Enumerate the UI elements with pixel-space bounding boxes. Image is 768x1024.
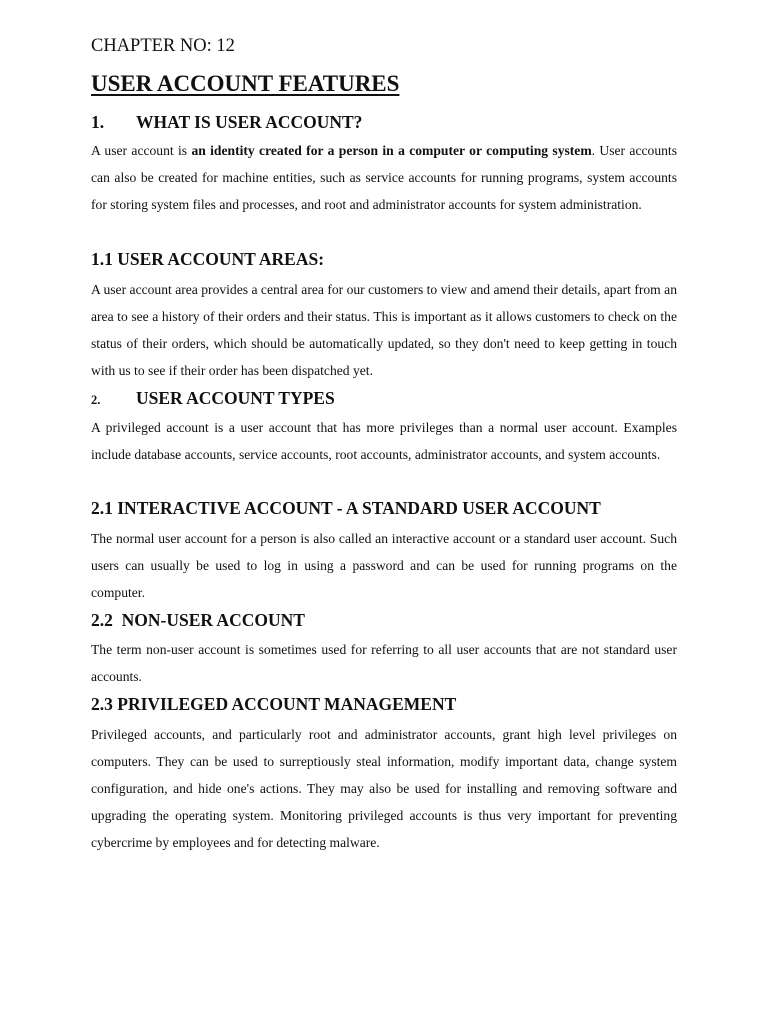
section-paragraph-2-3: Privileged accounts, and particularly root and administrator accounts, grant high level privileges on computers. They can be used to surreptiously steal information, modify important data, change system configuration, and hide one's actions. They may also be used for installing and removing software and upgrading the operating system. Monitoring privileged accounts is thus very important for preventing cybercrime by employees and for detecting malware. [91, 727, 677, 850]
section-paragraph-2: A privileged account is a user account that has more privileges than a normal user account. Examples include database accounts, service accounts, root accounts, administrator accounts, and system accounts. [91, 420, 677, 462]
paragraph-bold-text: an identity created for a person in a computer or computing system [191, 143, 592, 158]
paragraph-text: . User accounts can also be created for machine entities, such as service accounts for running programs, system accounts for storing system files and processes, and root and administrator accounts for system administration. [91, 143, 677, 212]
chapter-title: USER ACCOUNT FEATURES [91, 71, 400, 96]
section-number: 2. [91, 393, 101, 407]
section-heading-2 [91, 387, 335, 411]
section-title: 2.2 NON-USER ACCOUNT [91, 610, 305, 630]
section-paragraph-1-1: A user account area provides a central area for our customers to view and amend their details, apart from an area to see a history of their orders and their status. This is important as it allows customers to check on the status of their orders, which should be automatically updated, so they don't need to keep getting in touch with us to see if their order has been dispatched yet. [91, 282, 677, 378]
section-heading-1 [91, 111, 362, 133]
section-paragraph-2-2: The term non-user account is sometimes used for referring to all user accounts that are not standard user accounts. [91, 642, 677, 684]
section-title: 2.1 INTERACTIVE ACCOUNT - A STANDARD USER ACCOUNT [91, 498, 601, 518]
section-title: 1.1 USER ACCOUNT AREAS: [91, 249, 325, 269]
section-title: 2.3 PRIVILEGED ACCOUNT MANAGEMENT [91, 694, 457, 714]
section-number: 1. [91, 112, 105, 132]
paragraph-text: A user account is [91, 143, 192, 158]
section-title: WHAT IS USER ACCOUNT? [136, 112, 363, 132]
section-paragraph-2-1: The normal user account for a person is also called an interactive account or a standard user account. Such users can usually be used to log in using a password and can be used for running programs on the computer. [91, 531, 677, 600]
section-title: USER ACCOUNT TYPES [136, 388, 335, 408]
section-heading-2-1 [91, 497, 601, 519]
section-heading-2-2 [91, 609, 305, 631]
section-paragraph-1 [91, 137, 677, 218]
section-heading-1-1 [91, 248, 324, 270]
chapter-number: CHAPTER NO: 12 [91, 36, 235, 56]
section-heading-2-3 [91, 693, 456, 715]
